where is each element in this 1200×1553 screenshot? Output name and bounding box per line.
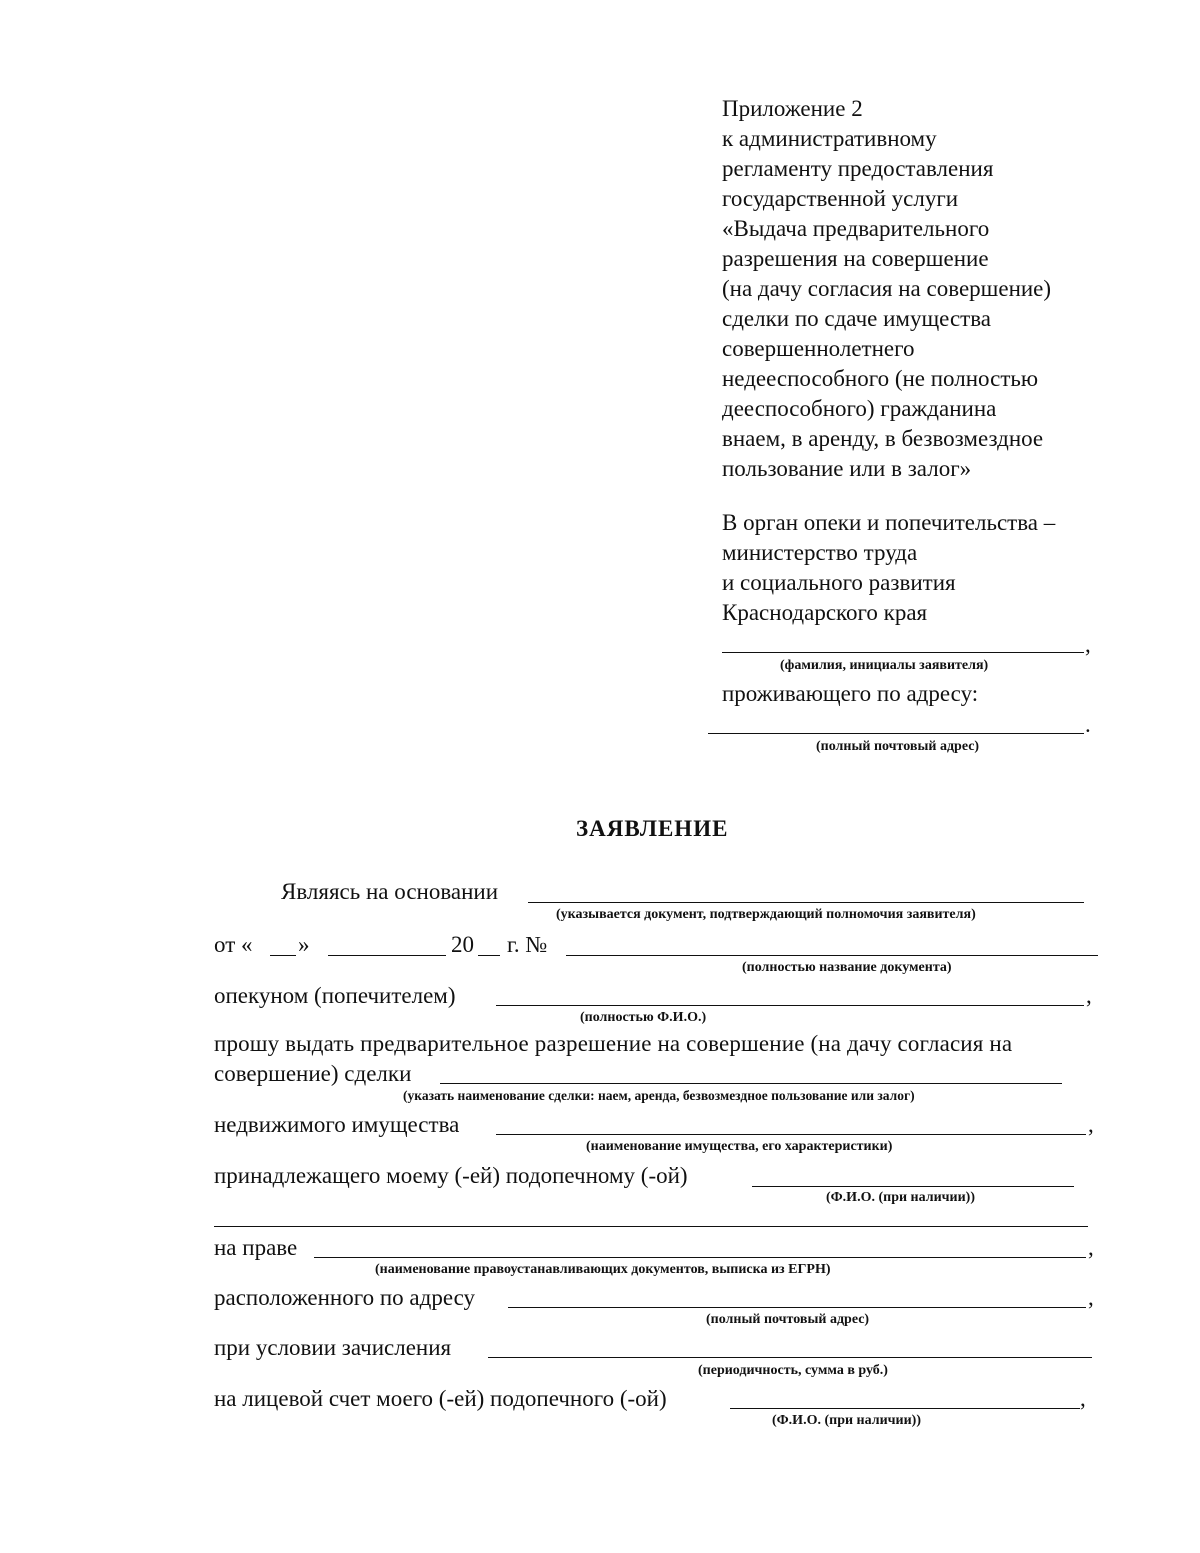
document-title: ЗАЯВЛЕНИЕ: [576, 816, 729, 841]
deal-type-field[interactable]: [440, 1083, 1062, 1084]
appendix-line: «Выдача предварительного: [722, 216, 990, 241]
right-label: на праве: [214, 1235, 298, 1260]
location-hint: (полный почтовый адрес): [706, 1312, 870, 1327]
appendix-line: к административному: [722, 126, 937, 151]
basis-label: Являясь на основании: [281, 879, 499, 904]
recipient-block: [722, 508, 1055, 628]
recipient-line: и социального развития: [722, 570, 956, 595]
date-from-label: от «: [214, 932, 253, 957]
appendix-line: регламенту предоставления: [722, 156, 994, 181]
appendix-header: [722, 94, 1051, 484]
account-holder-field[interactable]: [730, 1408, 1080, 1409]
ward-name-continuation-field[interactable]: [214, 1226, 1088, 1227]
address-period: .: [1085, 712, 1091, 737]
guardian-name-field[interactable]: [496, 1005, 1084, 1006]
condition-label: при условии зачисления: [214, 1335, 452, 1360]
appendix-line: внаем, в аренду, в безвозмездное: [722, 426, 1044, 451]
applicant-name-field[interactable]: [722, 652, 1084, 653]
appendix-line: разрешения на совершение: [722, 246, 989, 271]
appendix-line: пользование или в залог»: [722, 456, 972, 481]
day-field[interactable]: [270, 955, 296, 956]
applicant-comma: ,: [1085, 632, 1091, 657]
recipient-line: В орган опеки и попечительства –: [722, 510, 1056, 535]
account-label: на лицевой счет моего (-ей) подопечного (-ой): [214, 1386, 667, 1411]
month-field[interactable]: [328, 955, 446, 956]
payment-terms-field[interactable]: [488, 1357, 1092, 1358]
year-field[interactable]: [478, 955, 500, 956]
request-line-2: совершение) сделки: [214, 1061, 412, 1086]
number-label: г. №: [507, 932, 548, 957]
property-address-field[interactable]: [508, 1307, 1086, 1308]
appendix-line: сделки по сдаче имущества: [722, 306, 991, 331]
property-hint: (наименование имущества, его характеристики): [586, 1139, 893, 1154]
owner-hint: (Ф.И.О. (при наличии)): [826, 1190, 976, 1205]
owner-label: принадлежащего моему (-ей) подопечному (-ой): [214, 1163, 688, 1188]
basis-hint: (указывается документ, подтверждающий полномочия заявителя): [556, 907, 976, 922]
recipient-line: министерство труда: [722, 540, 918, 565]
request-line-1: прошу выдать предварительное разрешение на совершение (на дачу согласия на: [214, 1031, 1013, 1056]
applicant-address-field[interactable]: [708, 733, 1084, 734]
right-comma: ,: [1088, 1235, 1094, 1260]
right-hint: (наименование правоустанавливающих документов, выписка из ЕГРН): [375, 1262, 831, 1277]
document-number-field[interactable]: [566, 955, 1098, 956]
appendix-line: государственной услуги: [722, 186, 959, 211]
appendix-line: (на дачу согласия на совершение): [722, 276, 1052, 301]
address-label: проживающего по адресу:: [722, 681, 979, 706]
ward-name-field[interactable]: [752, 1186, 1074, 1187]
right-documents-field[interactable]: [314, 1257, 1086, 1258]
appendix-line: дееспособного) гражданина: [722, 396, 997, 421]
account-hint: (Ф.И.О. (при наличии)): [772, 1413, 922, 1428]
condition-hint: (периодичность, сумма в руб.): [698, 1363, 888, 1378]
address-hint: (полный почтовый адрес): [816, 739, 980, 754]
guardian-hint: (полностью Ф.И.О.): [580, 1010, 707, 1025]
deal-hint: (указать наименование сделки: наем, аренда, безвозмездное пользование или залог): [403, 1088, 915, 1103]
recipient-line: Краснодарского края: [722, 600, 928, 625]
property-label: недвижимого имущества: [214, 1112, 460, 1137]
location-label: расположенного по адресу: [214, 1285, 476, 1310]
appendix-line: совершеннолетнего: [722, 336, 915, 361]
applicant-hint: (фамилия, инициалы заявителя): [780, 658, 989, 673]
guardian-label: опекуном (попечителем): [214, 983, 456, 1008]
guardian-comma: ,: [1086, 983, 1092, 1008]
location-comma: ,: [1088, 1285, 1094, 1310]
appendix-line: недееспособного (не полностью: [722, 366, 1039, 391]
account-comma: ,: [1080, 1386, 1086, 1411]
year-prefix: 20: [451, 932, 474, 957]
appendix-line: Приложение 2: [722, 96, 863, 121]
document-hint: (полностью название документа): [742, 960, 952, 975]
basis-field[interactable]: [528, 902, 1084, 903]
property-comma: ,: [1088, 1112, 1094, 1137]
date-close-quote: »: [298, 932, 310, 957]
property-field[interactable]: [496, 1134, 1086, 1135]
